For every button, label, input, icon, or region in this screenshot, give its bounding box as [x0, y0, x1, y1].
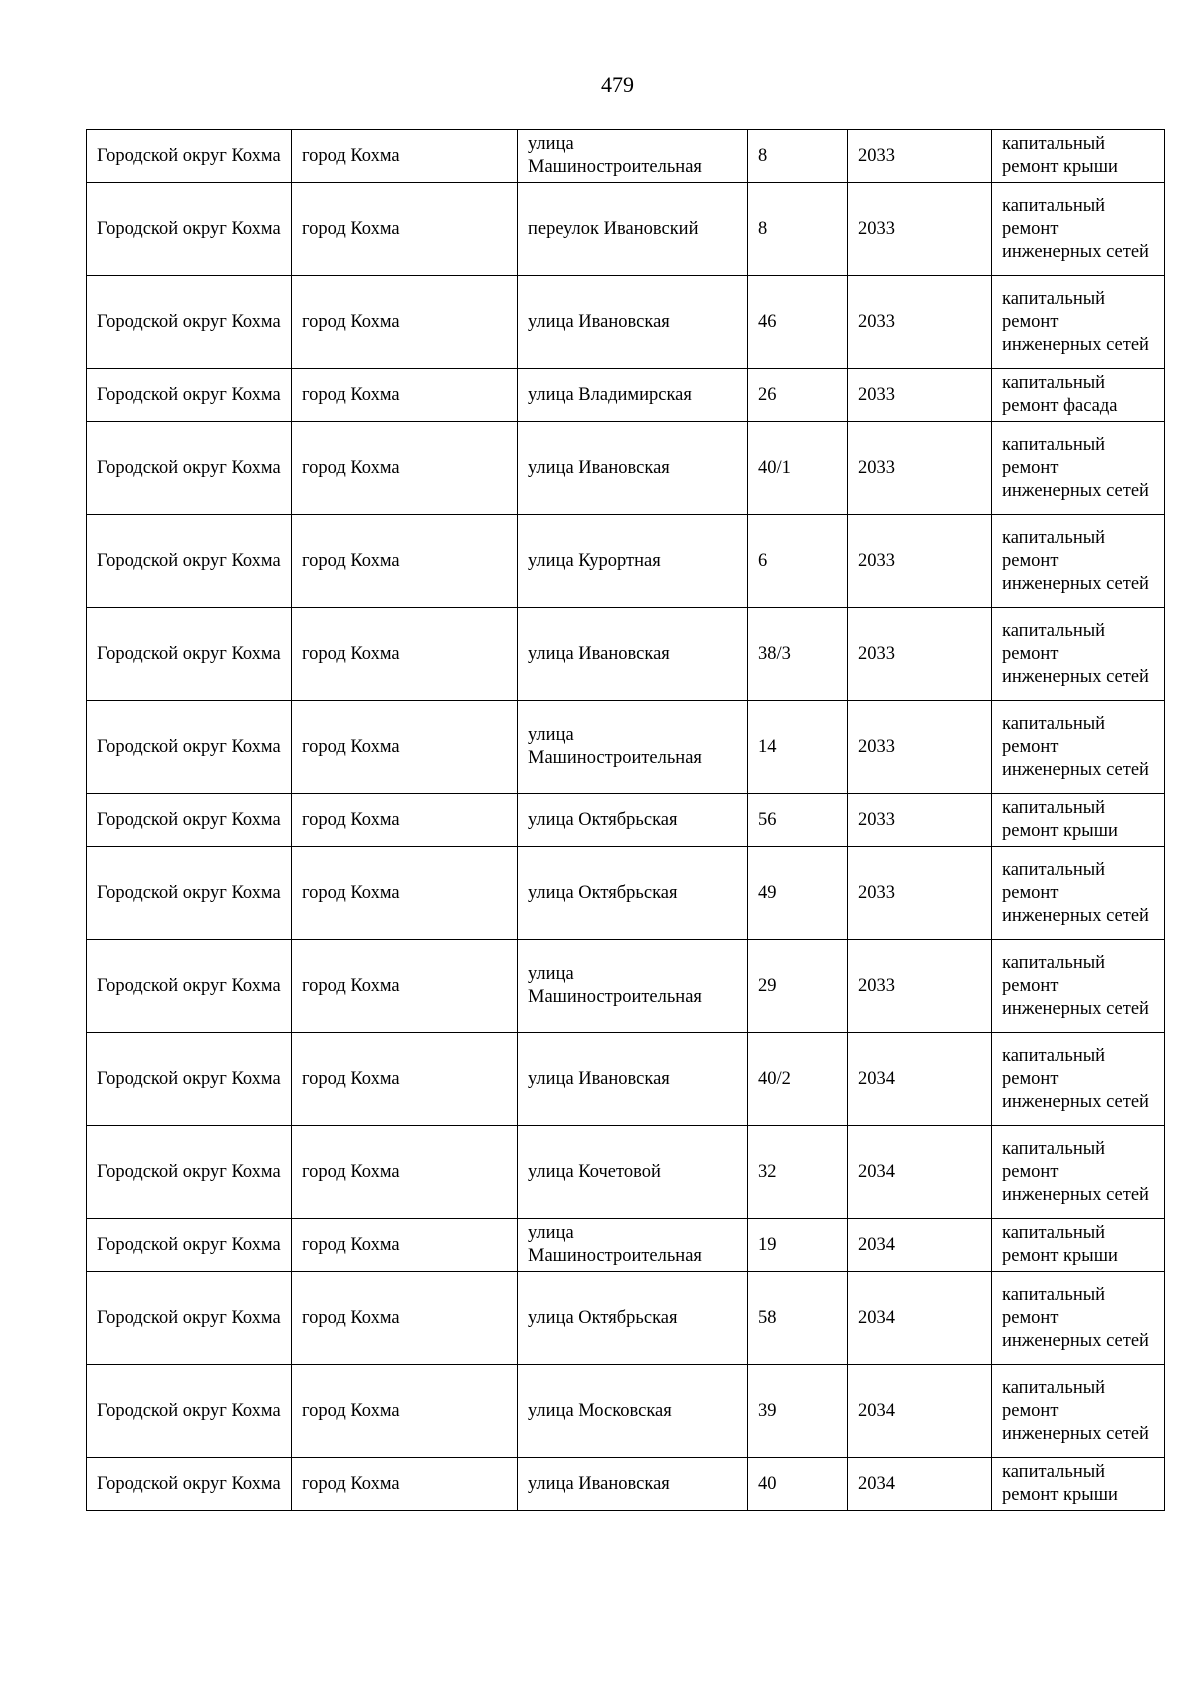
repair-schedule-table [86, 129, 1165, 1511]
year-cell: 2033 [848, 422, 992, 515]
year-cell: 2033 [848, 608, 992, 701]
year-cell: 2033 [848, 701, 992, 794]
district-cell: Городской округ Кохма [87, 940, 292, 1033]
street-cell: переулок Ивановский [518, 183, 748, 276]
year-cell: 2033 [848, 515, 992, 608]
house-number-cell: 40 [748, 1458, 848, 1511]
house-number-cell: 49 [748, 847, 848, 940]
table-body [87, 130, 1165, 1511]
street-cell: улица Ивановская [518, 608, 748, 701]
year-cell: 2033 [848, 183, 992, 276]
work-type-cell: капитальный ремонт крыши [992, 1458, 1165, 1511]
year-cell: 2033 [848, 794, 992, 847]
work-type-cell: капитальный ремонт инженерных сетей [992, 183, 1165, 276]
work-type-cell: капитальный ремонт инженерных сетей [992, 276, 1165, 369]
table-row [87, 1272, 1165, 1365]
table-row [87, 183, 1165, 276]
district-cell: Городской округ Кохма [87, 847, 292, 940]
district-cell: Городской округ Кохма [87, 1365, 292, 1458]
work-type-cell: капитальный ремонт инженерных сетей [992, 1272, 1165, 1365]
street-cell: улица Кочетовой [518, 1126, 748, 1219]
house-number-cell: 19 [748, 1219, 848, 1272]
year-cell: 2034 [848, 1365, 992, 1458]
district-cell: Городской округ Кохма [87, 1219, 292, 1272]
work-type-cell: капитальный ремонт инженерных сетей [992, 422, 1165, 515]
year-cell: 2034 [848, 1033, 992, 1126]
year-cell: 2033 [848, 847, 992, 940]
street-cell: улица Машиностроительная [518, 130, 748, 183]
table-row [87, 608, 1165, 701]
locality-cell: город Кохма [292, 276, 518, 369]
district-cell: Городской округ Кохма [87, 1126, 292, 1219]
locality-cell: город Кохма [292, 515, 518, 608]
district-cell: Городской округ Кохма [87, 608, 292, 701]
work-type-cell: капитальный ремонт инженерных сетей [992, 1365, 1165, 1458]
table-row [87, 422, 1165, 515]
district-cell: Городской округ Кохма [87, 701, 292, 794]
district-cell: Городской округ Кохма [87, 130, 292, 183]
street-cell: улица Октябрьская [518, 1272, 748, 1365]
table-row [87, 1365, 1165, 1458]
locality-cell: город Кохма [292, 1272, 518, 1365]
house-number-cell: 8 [748, 183, 848, 276]
house-number-cell: 14 [748, 701, 848, 794]
district-cell: Городской округ Кохма [87, 1272, 292, 1365]
table-row [87, 940, 1165, 1033]
year-cell: 2033 [848, 130, 992, 183]
locality-cell: город Кохма [292, 422, 518, 515]
locality-cell: город Кохма [292, 1365, 518, 1458]
locality-cell: город Кохма [292, 701, 518, 794]
year-cell: 2034 [848, 1272, 992, 1365]
street-cell: улица Владимирская [518, 369, 748, 422]
district-cell: Городской округ Кохма [87, 422, 292, 515]
street-cell: улица Ивановская [518, 1458, 748, 1511]
house-number-cell: 8 [748, 130, 848, 183]
work-type-cell: капитальный ремонт крыши [992, 1219, 1165, 1272]
table-row [87, 1458, 1165, 1511]
table-row [87, 1219, 1165, 1272]
work-type-cell: капитальный ремонт крыши [992, 130, 1165, 183]
house-number-cell: 32 [748, 1126, 848, 1219]
district-cell: Городской округ Кохма [87, 183, 292, 276]
year-cell: 2034 [848, 1458, 992, 1511]
locality-cell: город Кохма [292, 369, 518, 422]
street-cell: улица Курортная [518, 515, 748, 608]
table-row [87, 794, 1165, 847]
street-cell: улица Машиностроительная [518, 1219, 748, 1272]
street-cell: улица Машиностроительная [518, 701, 748, 794]
year-cell: 2034 [848, 1126, 992, 1219]
table-row [87, 515, 1165, 608]
work-type-cell: капитальный ремонт инженерных сетей [992, 1126, 1165, 1219]
district-cell: Городской округ Кохма [87, 369, 292, 422]
year-cell: 2034 [848, 1219, 992, 1272]
work-type-cell: капитальный ремонт крыши [992, 794, 1165, 847]
street-cell: улица Октябрьская [518, 794, 748, 847]
house-number-cell: 6 [748, 515, 848, 608]
locality-cell: город Кохма [292, 608, 518, 701]
house-number-cell: 40/1 [748, 422, 848, 515]
house-number-cell: 26 [748, 369, 848, 422]
street-cell: улица Машиностроительная [518, 940, 748, 1033]
district-cell: Городской округ Кохма [87, 1033, 292, 1126]
table-row [87, 701, 1165, 794]
locality-cell: город Кохма [292, 940, 518, 1033]
locality-cell: город Кохма [292, 1219, 518, 1272]
table-row [87, 1126, 1165, 1219]
house-number-cell: 56 [748, 794, 848, 847]
work-type-cell: капитальный ремонт инженерных сетей [992, 847, 1165, 940]
street-cell: улица Октябрьская [518, 847, 748, 940]
table-row [87, 847, 1165, 940]
district-cell: Городской округ Кохма [87, 1458, 292, 1511]
district-cell: Городской округ Кохма [87, 276, 292, 369]
locality-cell: город Кохма [292, 1458, 518, 1511]
work-type-cell: капитальный ремонт фасада [992, 369, 1165, 422]
table-row [87, 1033, 1165, 1126]
street-cell: улица Ивановская [518, 422, 748, 515]
table-row [87, 276, 1165, 369]
table-row [87, 130, 1165, 183]
work-type-cell: капитальный ремонт инженерных сетей [992, 608, 1165, 701]
year-cell: 2033 [848, 276, 992, 369]
house-number-cell: 58 [748, 1272, 848, 1365]
locality-cell: город Кохма [292, 794, 518, 847]
work-type-cell: капитальный ремонт инженерных сетей [992, 701, 1165, 794]
street-cell: улица Ивановская [518, 276, 748, 369]
district-cell: Городской округ Кохма [87, 794, 292, 847]
locality-cell: город Кохма [292, 847, 518, 940]
house-number-cell: 38/3 [748, 608, 848, 701]
work-type-cell: капитальный ремонт инженерных сетей [992, 940, 1165, 1033]
locality-cell: город Кохма [292, 1126, 518, 1219]
locality-cell: город Кохма [292, 183, 518, 276]
table-row [87, 369, 1165, 422]
house-number-cell: 40/2 [748, 1033, 848, 1126]
house-number-cell: 29 [748, 940, 848, 1033]
year-cell: 2033 [848, 369, 992, 422]
locality-cell: город Кохма [292, 130, 518, 183]
work-type-cell: капитальный ремонт инженерных сетей [992, 515, 1165, 608]
locality-cell: город Кохма [292, 1033, 518, 1126]
street-cell: улица Ивановская [518, 1033, 748, 1126]
street-cell: улица Московская [518, 1365, 748, 1458]
year-cell: 2033 [848, 940, 992, 1033]
house-number-cell: 46 [748, 276, 848, 369]
house-number-cell: 39 [748, 1365, 848, 1458]
page-number: 479 [601, 72, 634, 97]
work-type-cell: капитальный ремонт инженерных сетей [992, 1033, 1165, 1126]
district-cell: Городской округ Кохма [87, 515, 292, 608]
